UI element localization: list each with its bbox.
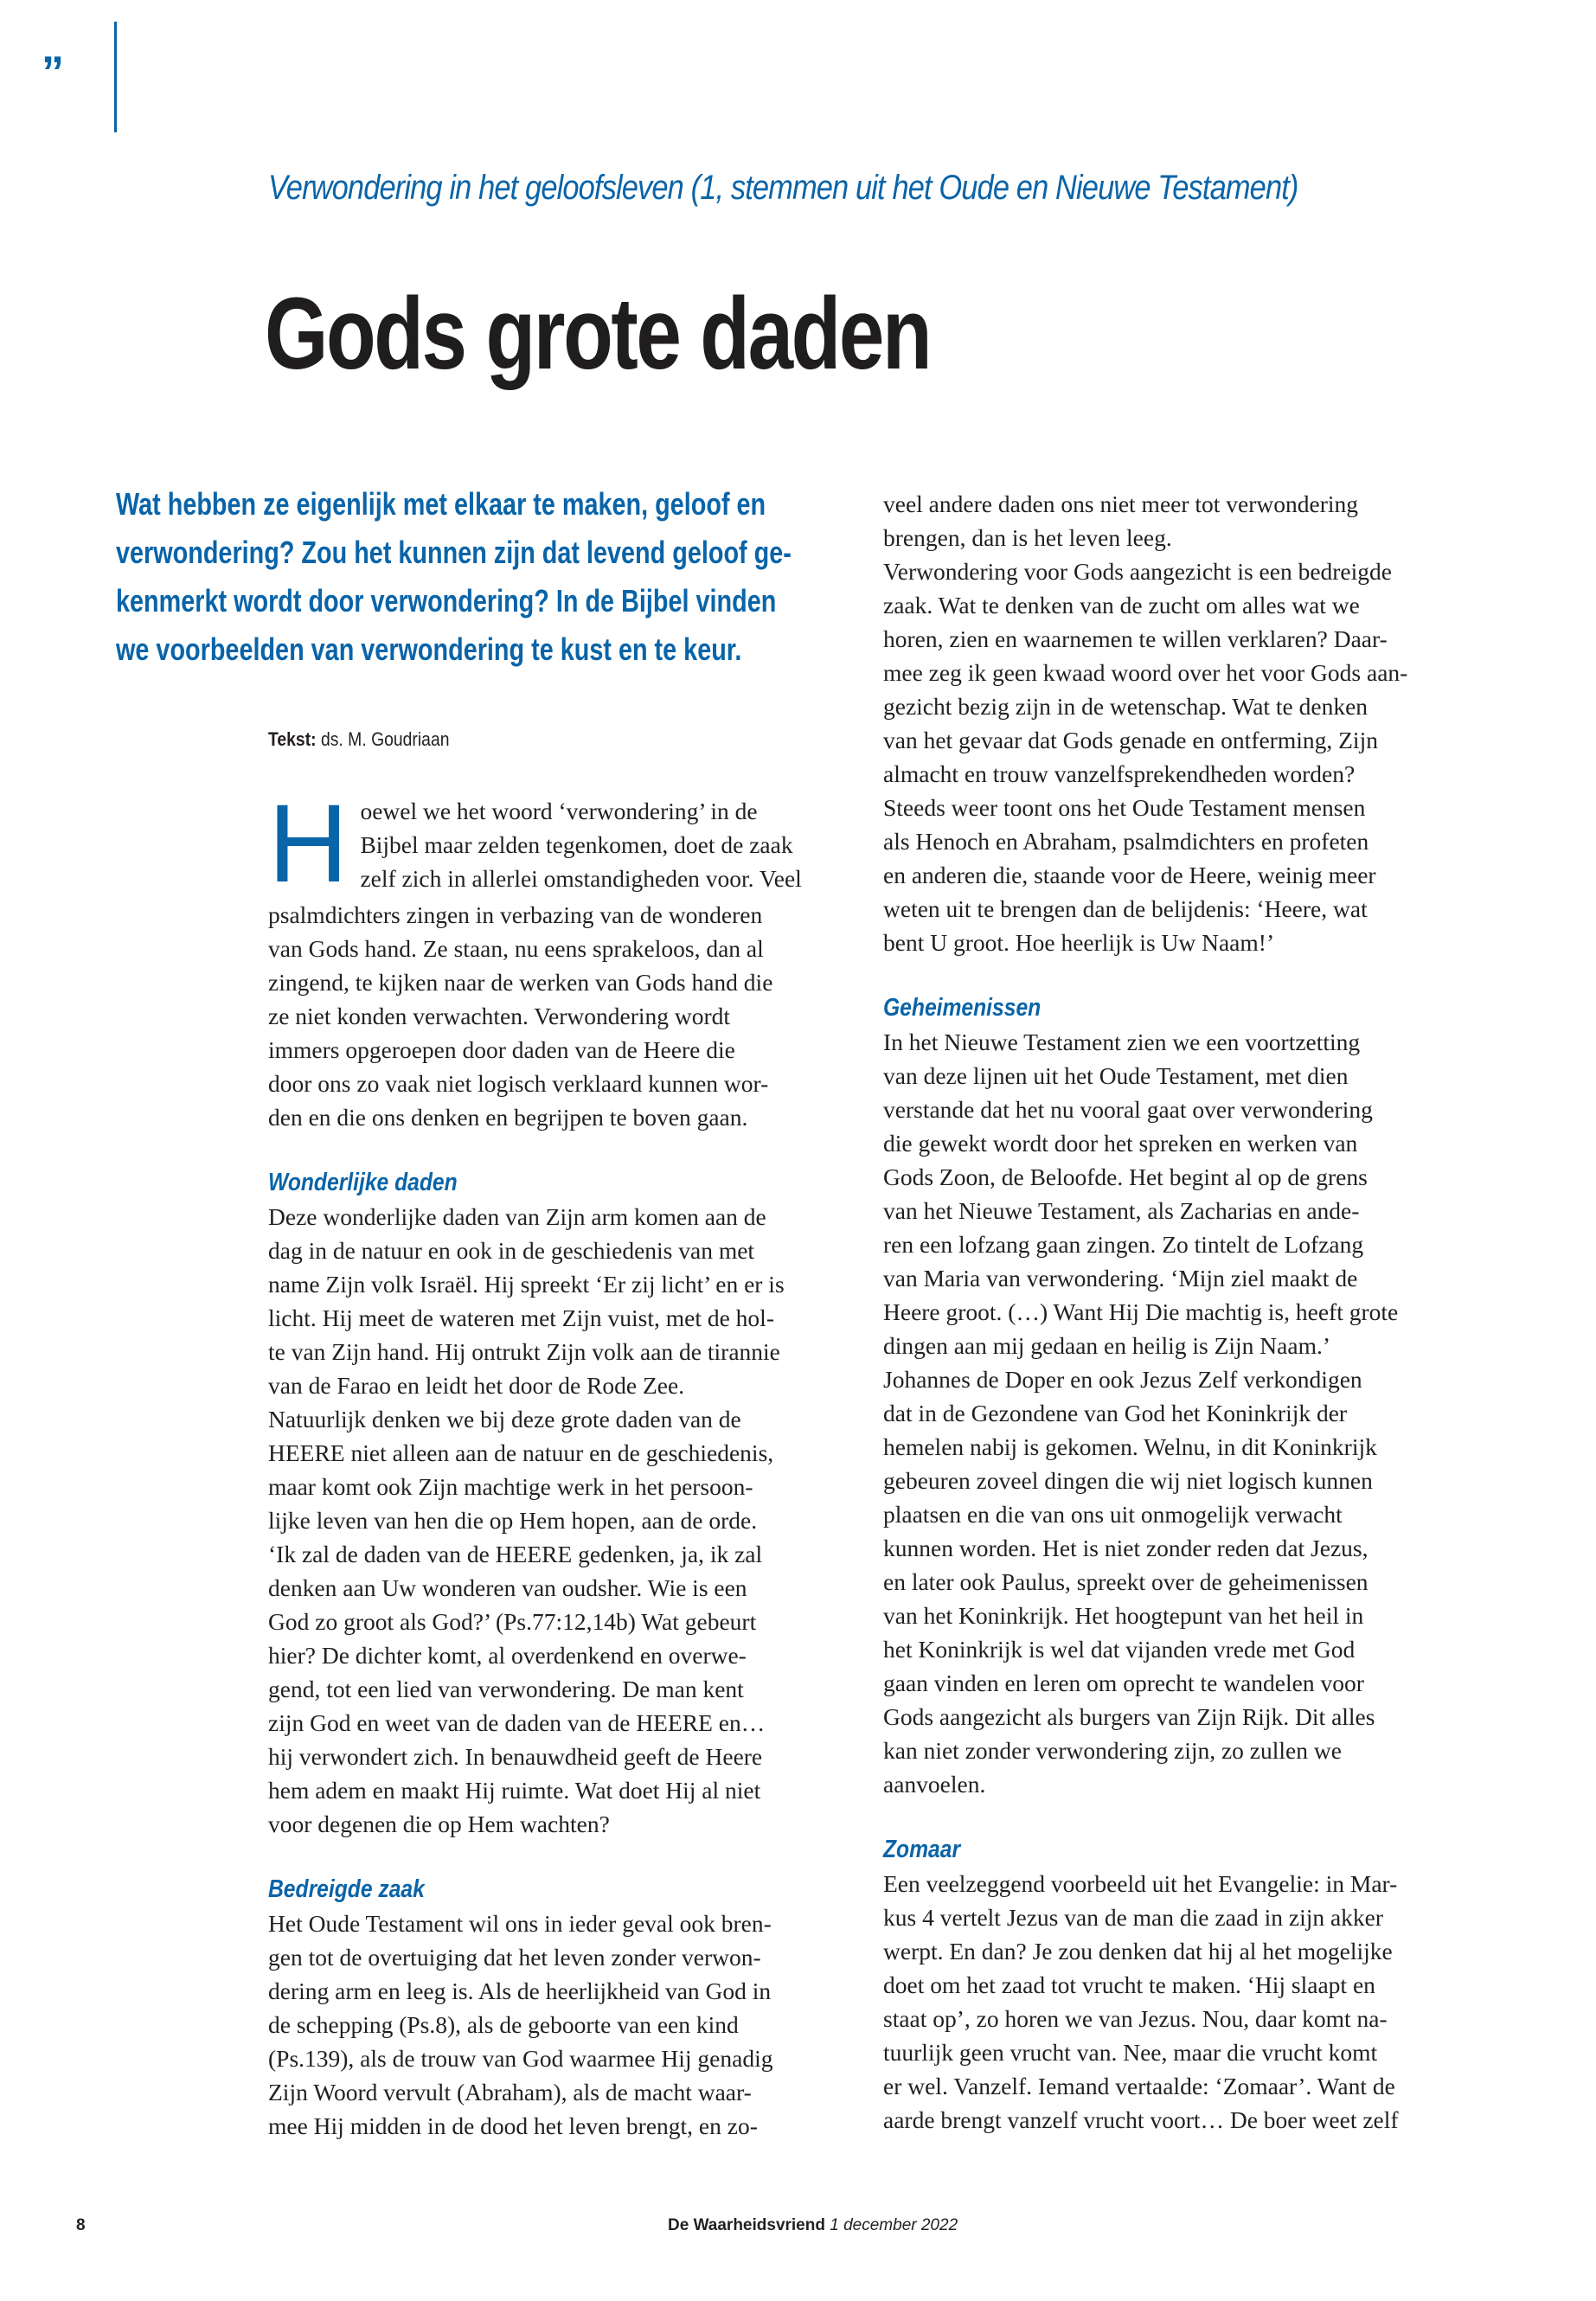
text-line: die gewekt wordt door het spreken en werken van — [883, 1130, 1358, 1157]
text-line: In het Nieuwe Testament zien we een voortzetting — [883, 1029, 1361, 1055]
text-line: van Maria van verwondering. ‘Mijn ziel maakt de — [883, 1265, 1358, 1292]
section-bedreigde-zaak — [268, 1907, 856, 2143]
heading-wonderlijke-daden: Wonderlijke daden — [268, 1169, 458, 1196]
text-line: te van Zijn hand. Hij ontrukt Zijn volk aan de tirannie — [268, 1338, 780, 1365]
text-line: zelf zich in allerlei omstandigheden voor. Veel — [360, 865, 802, 892]
text-line: gen tot de overtuiging dat het leven zonder verwon- — [268, 1944, 761, 1971]
left-column — [268, 782, 856, 2143]
text-line: Een veelzeggend voorbeeld uit het Evangelie: in Mar- — [883, 1870, 1398, 1897]
text-line: hier? De dichter komt, al overdenkend en overwe- — [268, 1642, 747, 1669]
section-zomaar — [883, 1867, 1471, 2137]
text-line: en later ook Paulus, spreekt over de geheimenissen — [883, 1568, 1368, 1595]
text-line: God zo groot als God?’ (Ps.77:12,14b) Wat gebeurt — [268, 1608, 757, 1635]
byline-author: ds. M. Goudriaan — [320, 728, 450, 750]
text-line: Steeds weer toont ons het Oude Testament mensen — [883, 794, 1366, 821]
text-line: Het Oude Testament wil ons in ieder geval ook bren- — [268, 1910, 772, 1937]
text-line: hem adem en maakt Hij ruimte. Wat doet Hij al niet — [268, 1777, 761, 1804]
publication-name: De Waarheidsvriend — [668, 2216, 825, 2234]
drop-cap: H — [268, 782, 349, 906]
text-line: gaan vinden en leren om oprecht te wandelen voor — [883, 1670, 1364, 1696]
text-line: ‘Ik zal de daden van de HEERE gedenken, ja, ik zal — [268, 1541, 763, 1567]
text-line: er wel. Vanzelf. Iemand vertaalde: ‘Zomaar’. Want de — [883, 2073, 1395, 2099]
heading-geheimenissen: Geheimenissen — [883, 994, 1042, 1022]
text-line: ren een lofzang gaan zingen. Zo tintelt de Lofzang — [883, 1231, 1364, 1258]
text-line: het Koninkrijk is wel dat vijanden vrede met God — [883, 1636, 1356, 1663]
text-line: van deze lijnen uit het Oude Testament, met dien — [883, 1062, 1349, 1089]
text-line: almacht en trouw vanzelfsprekendheden worden? — [883, 760, 1356, 787]
text-line: bent U groot. Hoe heerlijk is Uw Naam!’ — [883, 929, 1275, 956]
text-line: hemelen nabij is gekomen. Welnu, in dit Koninkrijk — [883, 1433, 1377, 1460]
heading-bedreigde-zaak: Bedreigde zaak — [268, 1875, 425, 1903]
series-kicker: Verwondering in het geloofsleven (1, stemmen uit het Oude en Nieuwe Testament) — [268, 169, 1298, 207]
text-line: mee Hij midden in de dood het leven brengt, en zo- — [268, 2112, 758, 2139]
text-line: (Ps.139), als de trouw van God waarmee Hij genadig — [268, 2045, 773, 2072]
intro-lead — [116, 480, 960, 674]
text-line: kenmerkt wordt door verwondering? In de Bijbel vinden — [116, 583, 777, 619]
text-line: staat op’, zo horen we van Jezus. Nou, daar komt na- — [883, 2005, 1388, 2032]
text-line: we voorbeelden van verwondering te kust en te keur. — [116, 631, 742, 667]
text-line: dingen aan mij gedaan en heilig is Zijn Naam.’ — [883, 1332, 1330, 1359]
text-line: licht. Hij meet de wateren met Zijn vuist, met de hol- — [268, 1304, 774, 1331]
publication-date: 1 december 2022 — [830, 2216, 958, 2234]
text-line: Heere groot. (…) Want Hij Die machtig is, heeft grote — [883, 1298, 1399, 1325]
text-line: veel andere daden ons niet meer tot verwondering — [883, 490, 1359, 517]
text-line: weten uit te brengen dan de belijdenis: ‘Heere, wat — [883, 895, 1368, 922]
text-line: door ons zo vaak niet logisch verklaard kunnen wor- — [268, 1070, 769, 1097]
text-line: aanvoelen. — [883, 1771, 986, 1798]
text-line: Zijn Woord vervult (Abraham), als de macht waar- — [268, 2079, 752, 2106]
heading-zomaar: Zomaar — [883, 1836, 961, 1863]
text-line: maar komt ook Zijn machtige werk in het persoon- — [268, 1473, 753, 1500]
text-line: Gods Zoon, de Beloofde. Het begint al op de grens — [883, 1163, 1368, 1190]
right-column — [883, 487, 1471, 2137]
text-line: Johannes de Doper en ook Jezus Zelf verkondigen — [883, 1366, 1362, 1393]
text-line: van het Koninkrijk. Het hoogtepunt van het heil in — [883, 1602, 1364, 1629]
text-line: werpt. En dan? Je zou denken dat hij al het mogelijke — [883, 1938, 1393, 1965]
text-line: kan niet zonder verwondering zijn, zo zullen we — [883, 1737, 1342, 1764]
text-line: en anderen die, staande voor de Heere, weinig meer — [883, 862, 1376, 888]
text-line: dering arm en leeg is. Als de heerlijkheid van God in — [268, 1977, 772, 2004]
article-title: Gods grote daden — [265, 277, 931, 391]
text-line: als Henoch en Abraham, psalmdichters en profeten — [883, 828, 1369, 855]
continuation-paragraph — [883, 487, 1471, 959]
text-line: Deze wonderlijke daden van Zijn arm komen aan de — [268, 1203, 766, 1230]
quote-icon: ” — [42, 48, 64, 98]
text-line: name Zijn volk Israël. Hij spreekt ‘Er zij licht’ en er is — [268, 1271, 785, 1298]
text-line: den en die ons denken en begrijpen te boven gaan. — [268, 1104, 748, 1131]
text-line: verstande dat het nu vooral gaat over verwondering — [883, 1096, 1373, 1123]
text-line: mee zeg ik geen kwaad woord over het voor Gods aan- — [883, 659, 1408, 686]
text-line: zijn God en weet van de daden van de HEERE en… — [268, 1709, 766, 1736]
text-line: Gods aangezicht als burgers van Zijn Rijk. Dit alles — [883, 1703, 1375, 1730]
text-line: Verwondering voor Gods aangezicht is een bedreigde — [883, 558, 1392, 585]
text-line: lijke leven van hen die op Hem hopen, aan de orde. — [268, 1507, 758, 1534]
text-line: zingend, te kijken naar de werken van Gods hand die — [268, 969, 773, 996]
text-line: gezicht bezig zijn in de wetenschap. Wat te denken — [883, 693, 1368, 720]
text-line: verwondering? Zou het kunnen zijn dat levend geloof ge- — [116, 535, 792, 570]
text-line: Natuurlijk denken we bij deze grote daden van de — [268, 1406, 741, 1433]
text-line: doet om het zaad tot vrucht te maken. ‘Hij slaapt en — [883, 1971, 1375, 1998]
footer-publication — [668, 2216, 958, 2235]
text-line: de schepping (Ps.8), als de geboorte van een kind — [268, 2011, 739, 2038]
page-number: 8 — [76, 2216, 86, 2234]
text-line: van de Farao en leidt het door de Rode Zee. — [268, 1372, 685, 1399]
text-line: oewel we het woord ‘verwondering’ in de — [360, 798, 758, 824]
section-wonderlijke-daden — [268, 1200, 856, 1841]
text-line: voor degenen die op Hem wachten? — [268, 1811, 610, 1837]
text-line: denken aan Uw wonderen van oudsher. Wie is een — [268, 1574, 747, 1601]
byline-label: Tekst: — [268, 728, 317, 750]
text-line: aarde brengt vanzelf vrucht voort… De boer weet zelf — [883, 2106, 1399, 2133]
text-line: zaak. Wat te denken van de zucht om alles wat we — [883, 592, 1360, 619]
opening-paragraph — [268, 782, 856, 1134]
text-line: plaatsen en die van ons uit onmogelijk verwacht — [883, 1501, 1343, 1528]
text-line: gebeuren zoveel dingen die wij niet logisch kunnen — [883, 1467, 1373, 1494]
text-line: ze niet konden verwachten. Verwondering wordt — [268, 1003, 731, 1029]
byline — [268, 728, 449, 751]
opening-lines — [268, 898, 856, 1134]
text-line: psalmdichters zingen in verbazing van de wonderen — [268, 901, 763, 928]
text-line: HEERE niet alleen aan de natuur en de geschiedenis, — [268, 1439, 774, 1466]
text-line: immers opgeroepen door daden van de Heere die — [268, 1036, 735, 1063]
text-line: tuurlijk geen vrucht van. Nee, maar die vrucht komt — [883, 2039, 1378, 2066]
text-line: horen, zien en waarnemen te willen verklaren? Daar- — [883, 625, 1388, 652]
section-geheimenissen — [883, 1025, 1471, 1801]
text-line: brengen, dan is het leven leeg. — [883, 524, 1172, 551]
text-line: van het gevaar dat Gods genade en ontferming, Zijn — [883, 727, 1378, 753]
section-rule — [114, 22, 117, 132]
text-line: van Gods hand. Ze staan, nu eens sprakeloos, dan al — [268, 935, 764, 962]
text-line: kus 4 vertelt Jezus van de man die zaad in zijn akker — [883, 1904, 1384, 1931]
text-line: dat in de Gezondene van God het Koninkrijk der — [883, 1400, 1348, 1426]
text-line: gend, tot een lied van verwondering. De man kent — [268, 1676, 744, 1702]
text-line: Bijbel maar zelden tegenkomen, doet de zaak — [360, 831, 793, 858]
dropcap-lines — [268, 794, 856, 895]
text-line: van het Nieuwe Testament, als Zacharias en ande- — [883, 1197, 1360, 1224]
text-line: Wat hebben ze eigenlijk met elkaar te maken, geloof en — [116, 486, 766, 522]
text-line: kunnen worden. Het is niet zonder reden dat Jezus, — [883, 1535, 1368, 1561]
text-line: hij verwondert zich. In benauwdheid geeft de Heere — [268, 1743, 763, 1770]
text-line: dag in de natuur en ook in de geschiedenis van met — [268, 1237, 755, 1264]
